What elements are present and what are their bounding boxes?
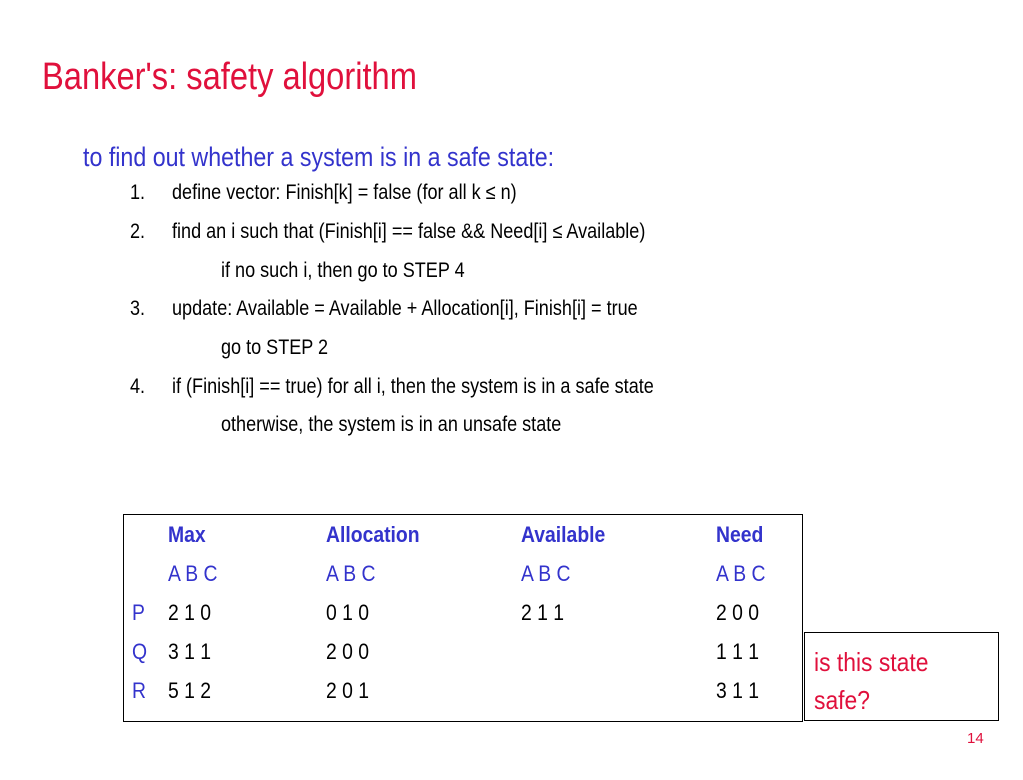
header-max: Max [168,522,206,547]
page-number: 14 [967,730,984,747]
table-cell: 2 0 0 [716,600,760,625]
header-allocation: Allocation [326,522,420,547]
table-cell: 2 1 0 [168,600,212,625]
table-cell: 5 1 2 [168,678,212,703]
table-cell: 2 0 1 [326,678,370,703]
header-need: Need [716,522,764,547]
table-cell: 2 0 0 [326,639,370,664]
subheader-need: A B C [716,561,766,586]
step-number: 2. [130,220,146,243]
subheader-available: A B C [521,561,571,586]
resource-table [123,514,803,722]
step-text: if (Finish[i] == true) for all i, then the system is in a safe state [172,375,654,398]
subheader-allocation: A B C [326,561,376,586]
table-cell: 1 1 1 [716,639,760,664]
step-text: find an i such that (Finish[i] == false && Need[i] ≤ Available) [172,220,646,243]
slide-subtitle: to find out whether a system is in a safe state: [83,142,555,172]
step-continuation: otherwise, the system is in an unsafe state [221,413,562,436]
step-continuation: go to STEP 2 [221,336,329,359]
step-number: 1. [130,181,146,204]
row-label: P [132,600,145,625]
subheader-max: A B C [168,561,218,586]
table-cell: 2 1 1 [521,600,565,625]
step-text: define vector: Finish[k] = false (for all k ≤ n) [172,181,517,204]
step-number: 4. [130,375,146,398]
table-cell: 3 1 1 [168,639,212,664]
question-callout [804,632,999,721]
slide-title: Banker's: safety algorithm [42,56,417,98]
table-cell: 0 1 0 [326,600,370,625]
step-continuation: if no such i, then go to STEP 4 [221,259,465,282]
row-label: R [132,678,146,703]
row-label: Q [132,639,148,664]
table-cell: 3 1 1 [716,678,760,703]
question-line-1: is this state [814,647,929,677]
step-text: update: Available = Available + Allocation[i], Finish[i] = true [172,297,638,320]
question-line-2: safe? [814,685,870,715]
header-available: Available [521,522,606,547]
step-number: 3. [130,297,146,320]
